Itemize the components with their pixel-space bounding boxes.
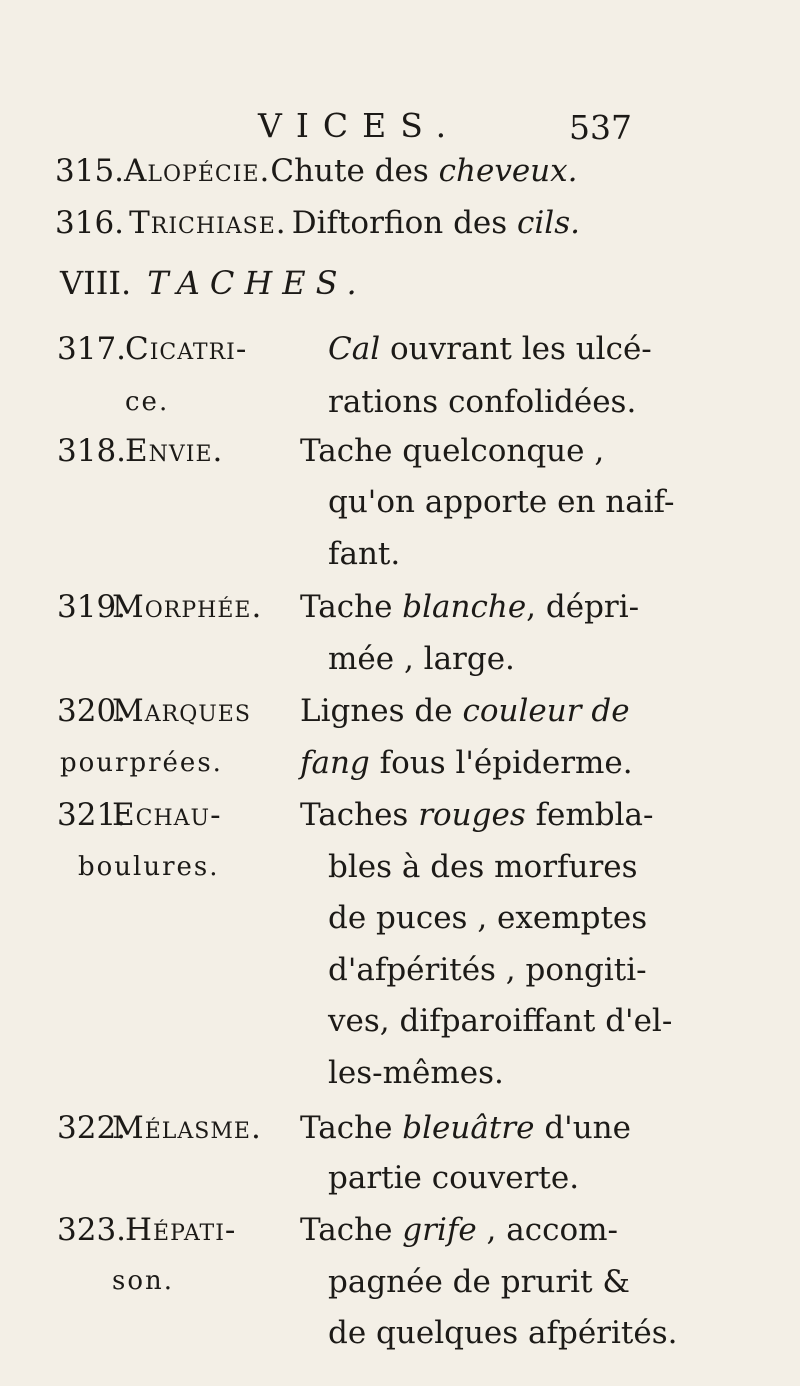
entry-definition: mée , large. <box>328 641 515 677</box>
entry-definition: Lignes de couleur de <box>300 693 630 729</box>
section-heading <box>60 264 367 302</box>
entry-number: 317. <box>57 331 127 367</box>
entry-definition: Tache blanche, dépri- <box>300 589 640 625</box>
entry-term: Morphée. <box>112 589 263 625</box>
entry-definition: de quelques afpérités. <box>328 1315 678 1351</box>
entry-definition: partie couverte. <box>328 1160 580 1196</box>
entry-definition: les-mêmes. <box>328 1055 504 1091</box>
page-number: 537 <box>569 108 632 147</box>
entry-term-cont: son. <box>112 1266 175 1296</box>
entry-definition: rations confolidées. <box>328 384 637 420</box>
entry-term: Trichiase. <box>129 205 287 241</box>
entry-definition: de puces , exemptes <box>328 900 648 936</box>
entry-316 <box>55 205 580 241</box>
entry-term: Marques <box>112 693 251 729</box>
entry-term: Alopécie. <box>124 153 271 189</box>
entry-definition: Diftorfion des <box>291 205 518 241</box>
entry-definition: Tache grife , accom- <box>300 1212 618 1248</box>
entry-definition: Taches rouges fembla- <box>300 797 654 833</box>
entry-definition: pagnée de prurit & <box>328 1264 630 1300</box>
entry-definition: fang fous l'épiderme. <box>300 745 633 781</box>
entry-315 <box>55 153 577 189</box>
entry-term: Mélasme. <box>112 1110 262 1146</box>
entry-term: Envie. <box>125 433 224 469</box>
entry-term-cont: boulures. <box>78 852 220 882</box>
entry-definition: Chute des <box>270 153 439 189</box>
entry-term: Echau- <box>112 797 222 833</box>
entry-number: 315. <box>55 153 125 189</box>
entry-term: Hépati- <box>125 1212 237 1248</box>
entry-definition: bles à des morfures <box>328 849 638 885</box>
entry-definition: Tache bleuâtre d'une <box>300 1110 631 1146</box>
entry-number: 321. <box>57 797 127 833</box>
entry-definition-italic: cils. <box>517 205 580 241</box>
running-title: VICES. <box>258 106 461 145</box>
entry-definition: fant. <box>328 536 401 572</box>
entry-number: 323. <box>57 1212 127 1248</box>
section-number: VIII. <box>60 264 132 302</box>
entry-definition: Tache quelconque , <box>300 433 605 469</box>
entry-definition: Cal ouvrant les ulcé- <box>328 331 652 367</box>
entry-number: 318. <box>57 433 127 469</box>
entry-term-cont: pourprées. <box>60 748 223 778</box>
entry-definition: qu'on apporte en naif- <box>328 484 675 520</box>
entry-number: 322. <box>57 1110 127 1146</box>
section-title: TACHES. <box>147 264 367 302</box>
entry-number: 316. <box>55 205 125 241</box>
entry-number: 319. <box>57 589 127 625</box>
entry-term-cont: ce. <box>125 387 170 417</box>
entry-definition: d'afpérités , pongiti- <box>328 952 647 988</box>
entry-term: Cicatri- <box>125 331 248 367</box>
entry-definition-italic: cheveux. <box>438 153 578 189</box>
entry-definition: ves, difparoiffant d'el- <box>328 1003 673 1039</box>
entry-number: 320. <box>57 693 127 729</box>
